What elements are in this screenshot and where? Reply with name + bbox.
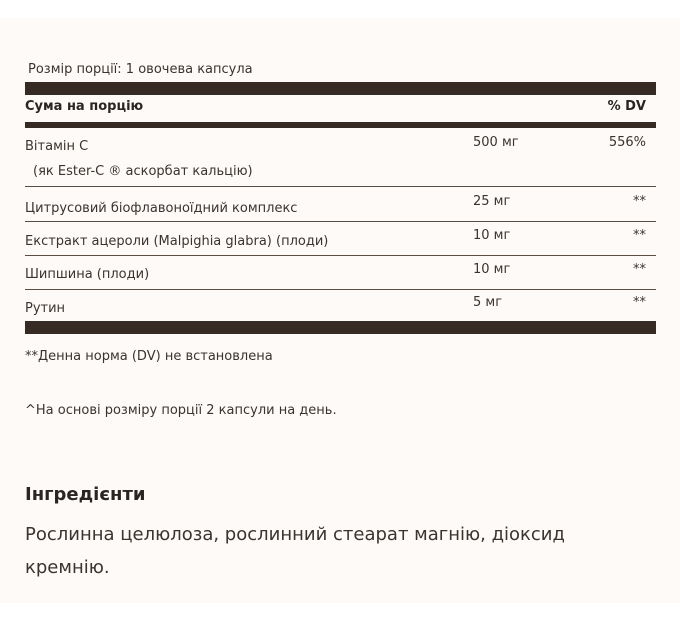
bottom-thick-bar	[25, 321, 656, 334]
row-divider	[25, 186, 656, 187]
nutrient-amount-rutin: 5 мг	[473, 295, 503, 310]
product-info-panel	[0, 18, 680, 603]
nutrient-name-citrus-bioflavonoid: Цитрусовий біофлавоноїдний комплекс	[25, 201, 298, 216]
row-divider	[25, 221, 656, 222]
footnote-dv-not-established: **Денна норма (DV) не встановлена	[25, 349, 273, 364]
header-daily-value: % DV	[607, 99, 646, 114]
nutrient-name-rose-hips: Шипшина (плоди)	[25, 267, 150, 282]
nutrient-amount-citrus-bioflavonoid: 25 мг	[473, 194, 511, 209]
row-divider	[25, 289, 656, 290]
nutrient-amount-acerola-extract: 10 мг	[473, 228, 511, 243]
nutrient-dv-citrus-bioflavonoid: **	[633, 194, 646, 209]
nutrient-name-rutin: Рутин	[25, 301, 66, 316]
top-thick-bar	[25, 82, 656, 95]
nutrient-amount-vitamin-c: 500 мг	[473, 135, 519, 150]
serving-size: Розмір порції: 1 овочева капсула	[28, 62, 253, 77]
header-bar	[25, 122, 656, 128]
nutrient-name-acerola-extract: Екстракт ацероли (Malpighia glabra) (плоди)	[25, 234, 329, 249]
nutrient-name-vitamin-c: Вітамін C	[25, 139, 89, 154]
ingredients-text: Рослинна целюлоза, рослинний стеарат магнію, діоксид кремнію.	[25, 524, 565, 578]
nutrient-dv-rose-hips: **	[633, 262, 646, 277]
nutrient-dv-acerola-extract: **	[633, 228, 646, 243]
header-amount-per-serving: Сума на порцію	[25, 99, 144, 114]
nutrient-amount-rose-hips: 10 мг	[473, 262, 511, 277]
nutrient-dv-rutin: **	[633, 295, 646, 310]
nutrient-subtext-vitamin-c: (як Ester-C ® аскорбат кальцію)	[33, 164, 253, 179]
ingredients-title: Інгредієнти	[25, 484, 146, 505]
footnote-serving-basis: ^На основі розміру порції 2 капсули на день.	[25, 403, 337, 418]
row-divider	[25, 255, 656, 256]
nutrient-dv-vitamin-c: 556%	[608, 135, 646, 150]
